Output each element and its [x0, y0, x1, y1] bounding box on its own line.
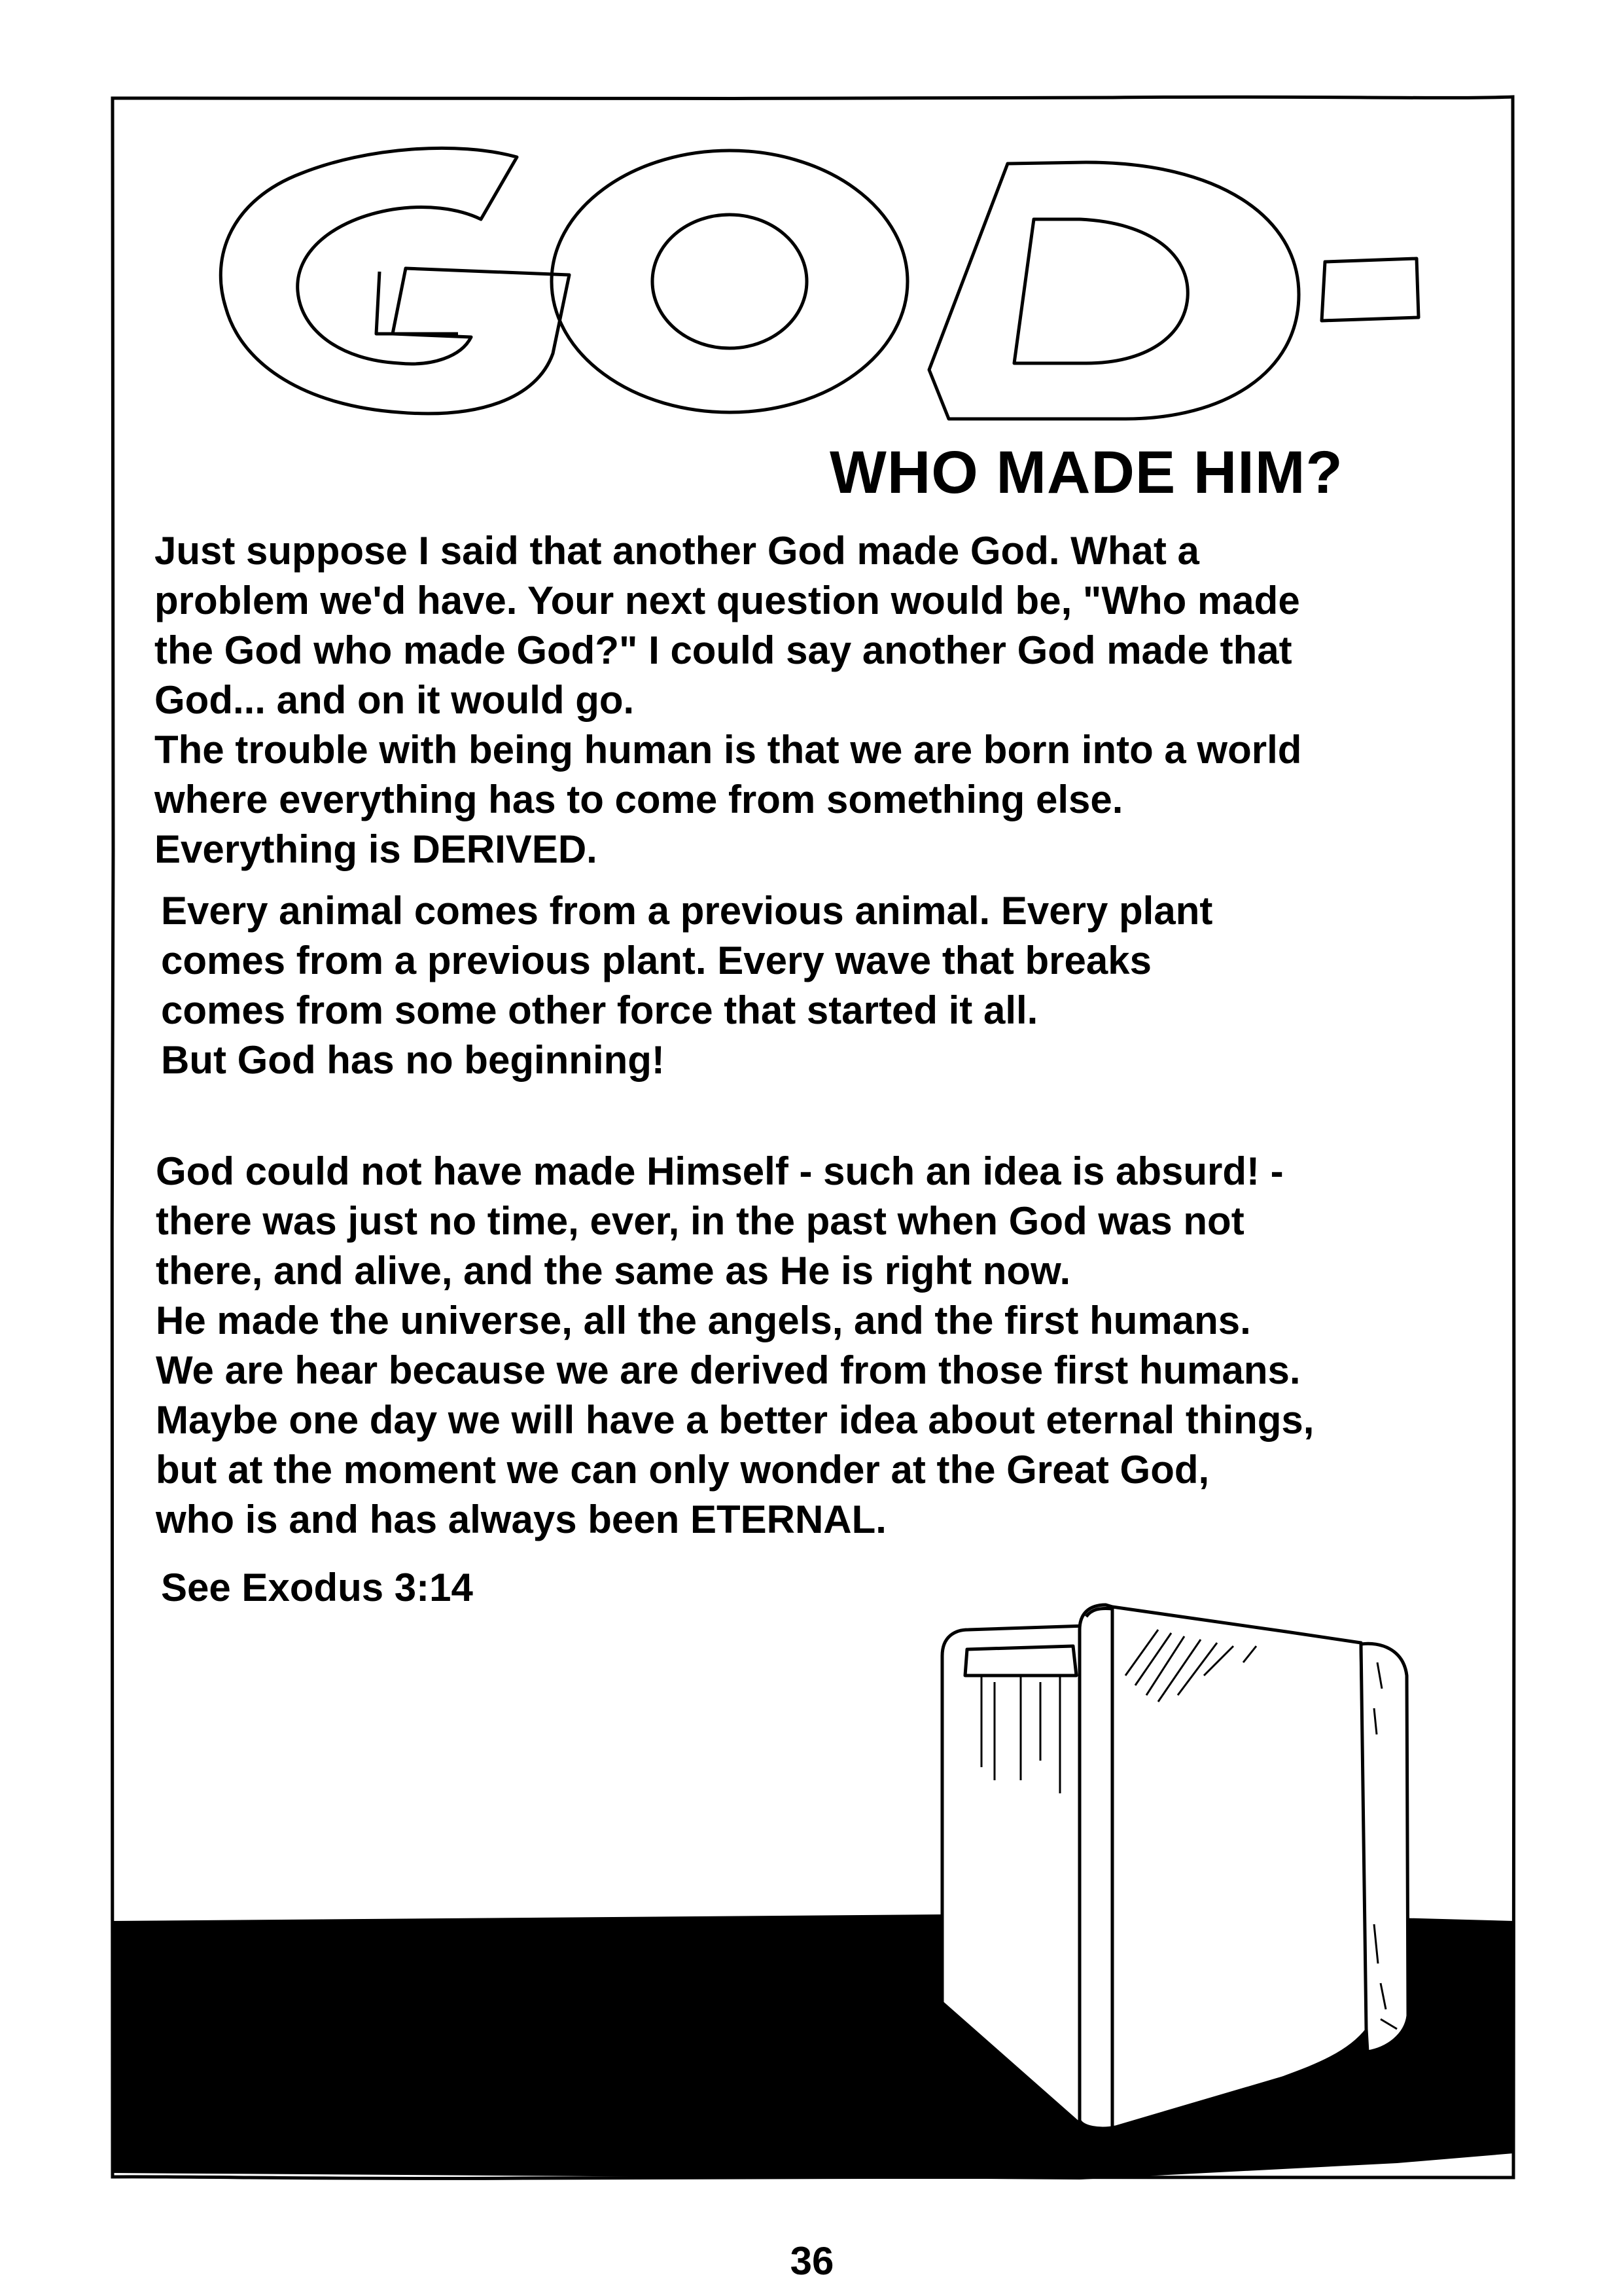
text-line: comes from some other force that started it all.: [161, 988, 1038, 1032]
text-line: Just suppose I said that another God made God. What a: [154, 529, 1199, 573]
paragraph-2: [161, 886, 1212, 1085]
text-line: God... and on it would go.: [154, 678, 635, 722]
text-line: The trouble with being human is that we are born into a world: [154, 728, 1302, 772]
text-line: Maybe one day we will have a better idea about eternal things,: [156, 1398, 1315, 1442]
letter-o-outer: [552, 151, 908, 412]
text-line: He made the universe, all the angels, and the first humans.: [156, 1299, 1251, 1342]
text-line: where everything has to come from something else.: [154, 778, 1123, 821]
letter-d-outer: [929, 162, 1299, 419]
text-line: problem we'd have. Your next question would be, "Who made: [154, 579, 1300, 622]
text-line: there was just no time, ever, in the past when God was not: [156, 1199, 1244, 1243]
text-line: who is and has always been ETERNAL.: [156, 1498, 887, 1541]
text-line: the God who made God?" I could say another God made that: [154, 628, 1292, 672]
text-line: But God has no beginning!: [161, 1038, 665, 1082]
text-line: comes from a previous plant. Every wave that breaks: [161, 939, 1152, 982]
text-line: God could not have made Himself - such an idea is absurd! -: [156, 1149, 1284, 1193]
text-line: but at the moment we can only wonder at the Great God,: [156, 1448, 1210, 1492]
letter-g-outline: [221, 148, 569, 414]
paragraph-3: [156, 1147, 1314, 1545]
bible-reference: See Exodus 3:14: [161, 1566, 473, 1609]
letter-g-inner: [376, 272, 458, 334]
letter-o-inner: [652, 215, 807, 348]
text-line: We are hear because we are derived from those first humans.: [156, 1348, 1301, 1392]
page-number: 36: [790, 2239, 834, 2283]
text-line: there, and alive, and the same as He is right now.: [156, 1249, 1071, 1293]
page-subtitle: WHO MADE HIM?: [830, 439, 1343, 506]
text-line: Every animal comes from a previous animal. Every plant: [161, 889, 1213, 933]
text-line: Everything is DERIVED.: [154, 827, 597, 871]
letter-d-inner: [1014, 219, 1188, 363]
paragraph-1: [154, 526, 1301, 874]
title-dash: [1322, 259, 1419, 321]
